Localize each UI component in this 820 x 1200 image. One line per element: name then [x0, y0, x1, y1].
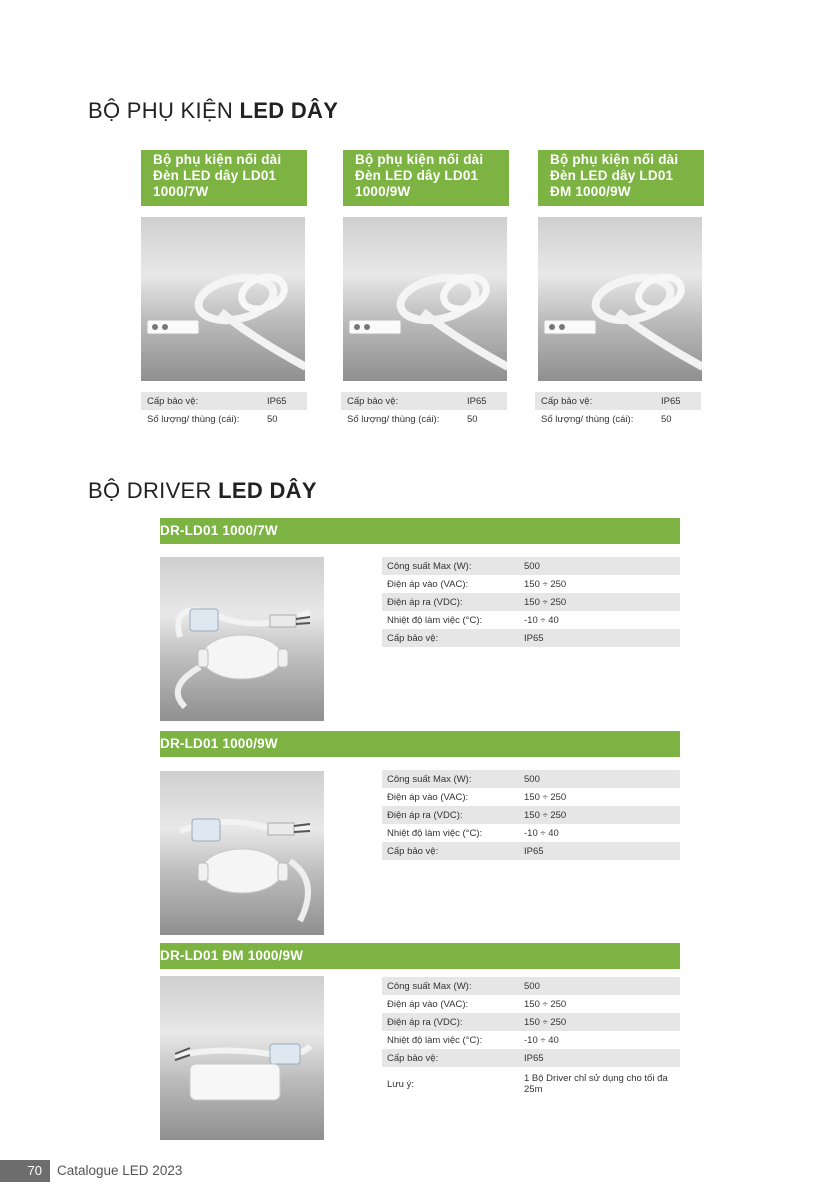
- driver-name: DR-LD01 1000/7W: [160, 523, 278, 538]
- spec-value: 50: [267, 413, 278, 425]
- spec-row: [382, 995, 680, 1013]
- spec-row: [382, 788, 680, 806]
- driver-header: [160, 731, 680, 757]
- driver-spec-table: [382, 557, 680, 647]
- spec-row: [341, 392, 507, 410]
- spec-row: [382, 611, 680, 629]
- spec-label: Nhiệt độ làm việc (°C):: [387, 614, 483, 626]
- section-title-bold: LED DÂY: [218, 478, 317, 503]
- spec-label: Điện áp ra (VDC):: [387, 596, 463, 608]
- section-title-bold: LED DÂY: [239, 98, 339, 123]
- driver-image: [160, 976, 324, 1140]
- spec-row: [341, 410, 507, 428]
- spec-row: [382, 1013, 680, 1031]
- section-title-drivers: [88, 478, 317, 504]
- accessory-name: Bộ phụ kiện nối dài Đèn LED dây LD01 ĐM 1000/9W: [538, 150, 704, 206]
- led-strip-image: [538, 217, 702, 381]
- spec-row: [382, 770, 680, 788]
- spec-row: [382, 629, 680, 647]
- driver-image: [160, 771, 324, 935]
- accessory-spec-table: [341, 392, 507, 428]
- spec-label: Lưu ý:: [387, 1078, 414, 1090]
- spec-label: Công suất Max (W):: [387, 560, 472, 572]
- spec-value: 500: [524, 560, 540, 572]
- spec-label: Điện áp ra (VDC):: [387, 809, 463, 821]
- accessory-spec-table: [535, 392, 701, 428]
- spec-value: IP65: [267, 395, 287, 407]
- spec-row: [382, 977, 680, 995]
- spec-value: 150 ÷ 250: [524, 578, 567, 590]
- spec-label: Điện áp vào (VAC):: [387, 578, 469, 590]
- spec-row: [382, 593, 680, 611]
- spec-value: -10 ÷ 40: [524, 827, 559, 839]
- spec-value: 150 ÷ 250: [524, 809, 567, 821]
- spec-row: [382, 575, 680, 593]
- spec-label: Điện áp ra (VDC):: [387, 1016, 463, 1028]
- spec-row: [382, 1031, 680, 1049]
- spec-label: Nhiệt độ làm việc (°C):: [387, 1034, 483, 1046]
- spec-value: 150 ÷ 250: [524, 1016, 567, 1028]
- section-title-normal: BỘ PHỤ KIỆN: [88, 98, 240, 123]
- spec-label: Công suất Max (W):: [387, 773, 472, 785]
- spec-label: Cấp bảo vệ:: [147, 395, 199, 407]
- spec-label: Cấp bảo vệ:: [387, 1052, 439, 1064]
- spec-value: IP65: [661, 395, 681, 407]
- led-strip-image: [141, 217, 305, 381]
- driver-image: [160, 557, 324, 721]
- spec-label: Số lượng/ thùng (cái):: [347, 413, 440, 425]
- spec-value: -10 ÷ 40: [524, 614, 559, 626]
- spec-row: [382, 842, 680, 860]
- spec-label: Số lượng/ thùng (cái):: [541, 413, 634, 425]
- driver-name: DR-LD01 ĐM 1000/9W: [160, 948, 304, 963]
- driver-header: [160, 518, 680, 544]
- spec-label: Cấp bảo vệ:: [541, 395, 593, 407]
- spec-value: -10 ÷ 40: [524, 1034, 559, 1046]
- spec-label: Cấp bảo vệ:: [387, 845, 439, 857]
- spec-value: 150 ÷ 250: [524, 596, 567, 608]
- led-strip-image: [343, 217, 507, 381]
- accessory-card: [538, 150, 704, 206]
- accessory-card: [141, 150, 307, 206]
- spec-value: 50: [467, 413, 478, 425]
- spec-label: Công suất Max (W):: [387, 980, 472, 992]
- spec-value: 50: [661, 413, 672, 425]
- spec-row: [535, 392, 701, 410]
- spec-value: 500: [524, 773, 540, 785]
- accessory-spec-table: [141, 392, 307, 428]
- accessory-name: Bộ phụ kiện nối dài Đèn LED dây LD01 1000/9W: [343, 150, 509, 206]
- footer-title: Catalogue LED 2023: [57, 1163, 183, 1178]
- spec-row: [382, 1067, 680, 1101]
- spec-label: Cấp bảo vệ:: [387, 632, 439, 644]
- spec-value: 150 ÷ 250: [524, 998, 567, 1010]
- spec-label: Số lượng/ thùng (cái):: [147, 413, 240, 425]
- spec-value: 500: [524, 980, 540, 992]
- spec-value: IP65: [524, 1052, 544, 1064]
- spec-label: Nhiệt độ làm việc (°C):: [387, 827, 483, 839]
- spec-row: [382, 557, 680, 575]
- spec-value: IP65: [524, 632, 544, 644]
- spec-value: 150 ÷ 250: [524, 791, 567, 803]
- spec-value: IP65: [467, 395, 487, 407]
- spec-row: [382, 824, 680, 842]
- driver-header: [160, 943, 680, 969]
- spec-label: Điện áp vào (VAC):: [387, 998, 469, 1010]
- spec-row: [141, 392, 307, 410]
- spec-row: [141, 410, 307, 428]
- section-title-normal: BỘ DRIVER: [88, 478, 219, 503]
- spec-row: [382, 806, 680, 824]
- driver-name: DR-LD01 1000/9W: [160, 736, 278, 751]
- spec-row: [535, 410, 701, 428]
- driver-spec-table: [382, 770, 680, 860]
- spec-row: [382, 1049, 680, 1067]
- page-number: 70: [0, 1160, 50, 1182]
- spec-value: 1 Bộ Driver chỉ sử dụng cho tối đa 25m: [524, 1073, 668, 1095]
- spec-label: Cấp bảo vệ:: [347, 395, 399, 407]
- section-title-accessories: [88, 98, 338, 124]
- spec-value: IP65: [524, 845, 544, 857]
- accessory-card: [343, 150, 509, 206]
- spec-label: Điện áp vào (VAC):: [387, 791, 469, 803]
- driver-spec-table: [382, 977, 680, 1101]
- accessory-name: Bộ phụ kiện nối dài Đèn LED dây LD01 1000/7W: [141, 150, 307, 206]
